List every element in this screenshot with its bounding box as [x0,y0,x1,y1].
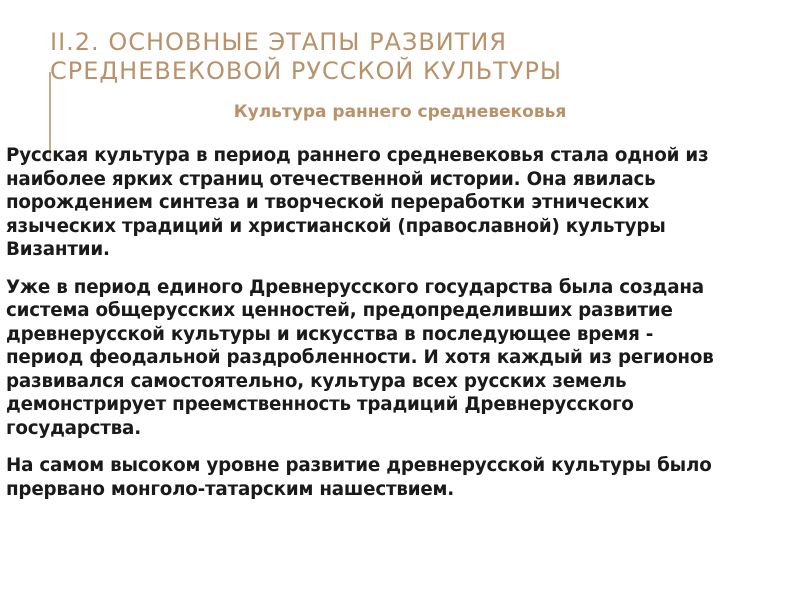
slide-title-line-1: II.2. ОСНОВНЫЕ ЭТАПЫ РАЗВИТИЯ [50,28,508,56]
paragraph-line: Византии. [6,239,110,260]
paragraph-line: государства. [6,417,141,439]
paragraph-line: древнерусской культуры и искусства в последующее время - [6,323,654,345]
paragraph-2 [6,276,798,441]
paragraph-1 [6,144,798,262]
slide-body [6,144,798,515]
paragraph-line: Русская культура в период раннего средневековья стала одной из [6,145,709,166]
slide-title-line-2: СРЕДНЕВЕКОВОЙ РУССКОЙ КУЛЬТУРЫ [50,57,563,85]
paragraph-3 [6,454,798,501]
paragraph-line: порождением синтеза и творческой переработки этнических [6,192,649,213]
paragraph-line: прервано монголо-татарским нашествием. [6,478,455,500]
slide-title [50,28,770,86]
paragraph-line: наиболее ярких страниц отечественной истории. Она явилась [6,168,656,190]
paragraph-line: демонстрирует преемственность традиций Древнерусского [6,394,634,415]
paragraph-line: система общерусских ценностей, предопределивших развитие [6,300,673,321]
paragraph-line: языческих традиций и христианской (православной) культуры [6,215,666,237]
paragraph-line: период феодальной раздробленности. И хотя каждый из регионов [6,347,714,368]
paragraph-line: На самом высоком уровне развитие древнерусской культуры было [6,455,712,476]
paragraph-line: Уже в период единого Древнерусского государства была создана [6,276,704,298]
paragraph-line: развивался самостоятельно, культура всех русских земель [6,370,627,392]
slide-subtitle: Культура раннего средневековья [233,102,567,122]
